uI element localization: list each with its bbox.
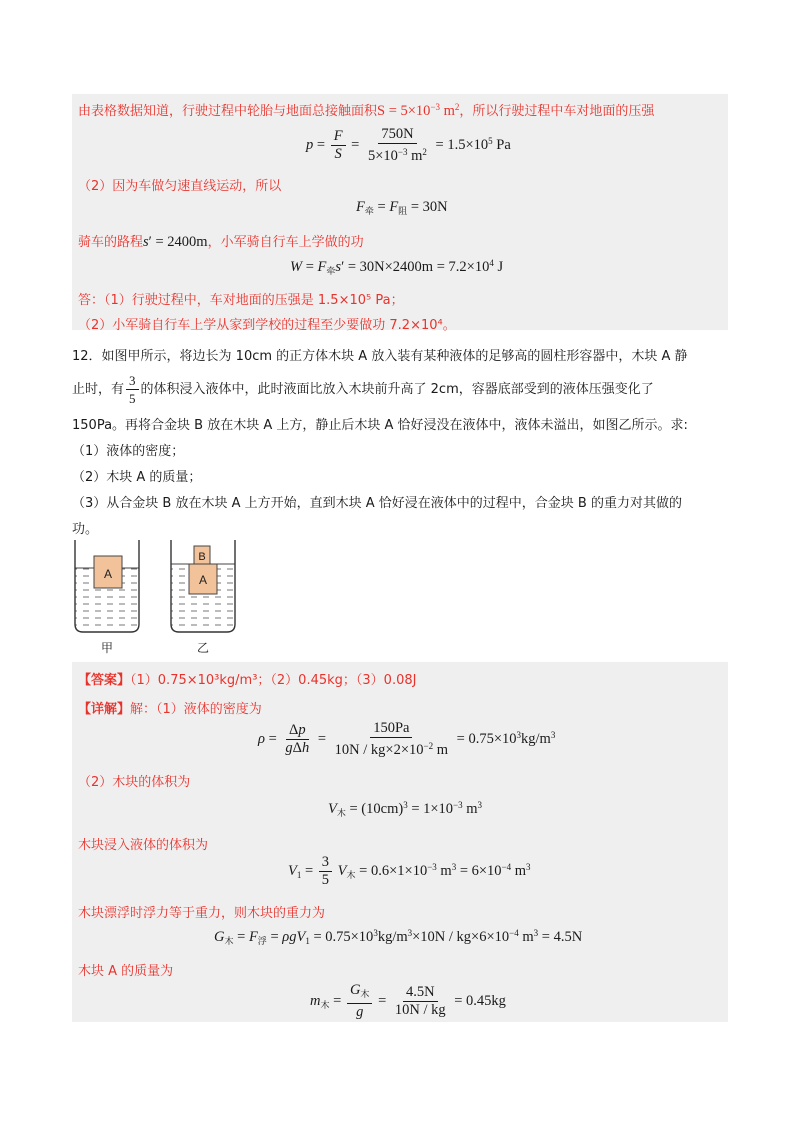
frac-den: gΔh [285, 740, 310, 756]
fraction [126, 372, 139, 407]
answer-line-2: （2）小军骑自行车上学从家到学校的过程至少要做功 7.2×10⁴。 [78, 318, 456, 333]
work-equation: $W = F_牵s' = 30N\times 2400m = 7.2\times 10^4$ J [290, 258, 504, 276]
question-line-5: （2）木块 A 的质量； [72, 470, 202, 485]
container-yi [171, 540, 235, 632]
volume-equation: $V_木 = (10cm)^3 = 1\times 10^{-3}$ $m^3$ [328, 800, 483, 818]
answer-line-1: 答：（1）行驶过程中，车对地面的压强是 1.5×10⁵ Pa； [78, 293, 404, 308]
detail-line-1: （2）木块的体积为 [78, 775, 191, 790]
text: 骑车的路程 [78, 235, 144, 250]
solution-line-distance [78, 231, 364, 251]
text: 止时，有 [72, 382, 125, 397]
text: 解：（1）液体的密度为 [130, 702, 262, 717]
detail-line-2: 木块浸入液体的体积为 [78, 838, 209, 853]
answer-summary [78, 669, 416, 688]
text: 由表格数据知道，行驶过程中轮胎与地面总接触面积 [78, 104, 378, 119]
question-line-3: 150Pa。再将合金块 B 放在木块 A 上方，静止后木块 A 恰好浸没在液体中，液体未溢出，如图乙所示。求: [72, 418, 688, 433]
figure-label-jia: 甲 [100, 641, 114, 655]
text: 的体积浸入液体中，此时液面比放入木块前升高了 2cm，容器底部受到的液体压强变化了 [140, 382, 654, 397]
mass-equation: $m_木$ = $\frac{G_木}{g}$ = $\frac{4.5N}{10N / kg}$ = 0.45kg [310, 982, 506, 1020]
question-line-1: 12．如图甲所示，将边长为 10cm 的正方体木块 A 放入装有某种液体的足够高的圆柱形容器中，木块 A 静 [72, 349, 688, 364]
question-line-2 [72, 372, 654, 407]
block-a-label: A [103, 567, 113, 581]
force-equation: $F_牵 = F_阻 = 30N$ [356, 199, 448, 216]
frac-den: 5 [129, 391, 136, 406]
frac-num: 750N [378, 126, 416, 144]
detail-tag: 【详解】 [78, 702, 131, 717]
frac-num: 3 [319, 854, 332, 872]
question-line-7: 功。 [72, 522, 99, 537]
frac-num: 150Pa [370, 720, 412, 738]
container-jia [75, 540, 139, 632]
block-b-label: B [198, 551, 206, 563]
detail-line-3: 木块漂浮时浮力等于重力，则木块的重力为 [78, 906, 326, 921]
frac-den: 5 [321, 872, 330, 888]
frac-num: Δp [286, 722, 309, 740]
detail-line-0 [78, 698, 262, 717]
area-expression: $S = 5\times 10^{-3}$ $m^2$ [377, 102, 460, 119]
frac-num: $G_木$ [347, 982, 373, 1004]
frac-num: 3 [126, 372, 139, 390]
block-a-label: A [198, 573, 208, 587]
frac-num: 4.5N [403, 984, 438, 1002]
containers-figure [70, 538, 250, 656]
frac-num: F [331, 128, 346, 146]
frac-den: $10N / kg\times 2\times 10^{-2}$ m [334, 741, 449, 758]
frac-den: S [334, 146, 342, 162]
frac-den: $5\times 10^{-3}$ $m^2$ [367, 147, 427, 164]
submerged-volume-equation: $V_1$ = $\frac{3}{5}$ $V_木 = 0.6\times 1\times 10^{-3}$ $m^3 = 6\times 10^{-4}$ $m^3$ [288, 854, 531, 888]
solution-line-area [78, 100, 654, 120]
frac-den: 10N / kg [394, 1002, 446, 1018]
distance-expression: s′ = 2400m [143, 234, 208, 250]
density-equation: ρ = $\frac{\Delta p}{\text{gΔh}}$ = $\frac{150Pa}{10N / kg\times 2\times 10^{-2} m}$ = $0.75\times 10^3kg/m^3$ [258, 720, 556, 758]
question-line-6: （3）从合金块 B 放在木块 A 上方开始，直到木块 A 恰好浸在液体中的过程中，合金块 B 的重力对其做的 [72, 496, 682, 511]
answer-tag: 【答案】 [78, 673, 131, 688]
detail-line-4: 木块 A 的质量为 [78, 964, 174, 979]
text: ，小军骑自行车上学做的功 [207, 235, 364, 250]
figure-label-yi: 乙 [196, 641, 210, 655]
text: ，所以行驶过程中车对地面的压强 [459, 104, 655, 119]
frac-den: g [356, 1004, 364, 1020]
gravity-equation: $G_木 = F_浮 = \rho gV_1 = 0.75\times 10^3kg/m^3\times 10N / kg\times 6\times 10^{-4}$ $m^3 = 4.5N$ [214, 928, 583, 946]
solution-line-uniform: （2）因为车做匀速直线运动，所以 [78, 179, 282, 194]
question-line-4: （1）液体的密度； [72, 444, 185, 459]
answer-values: （1）0.75×10³kg/m³；（2）0.45kg；（3）0.08J [130, 673, 417, 688]
pressure-equation: p = $\frac{F}{S}$ = $\frac{750N}{5\times 10^{-3} m^2}$ = $1.5\times 10^5$ Pa [306, 126, 511, 164]
